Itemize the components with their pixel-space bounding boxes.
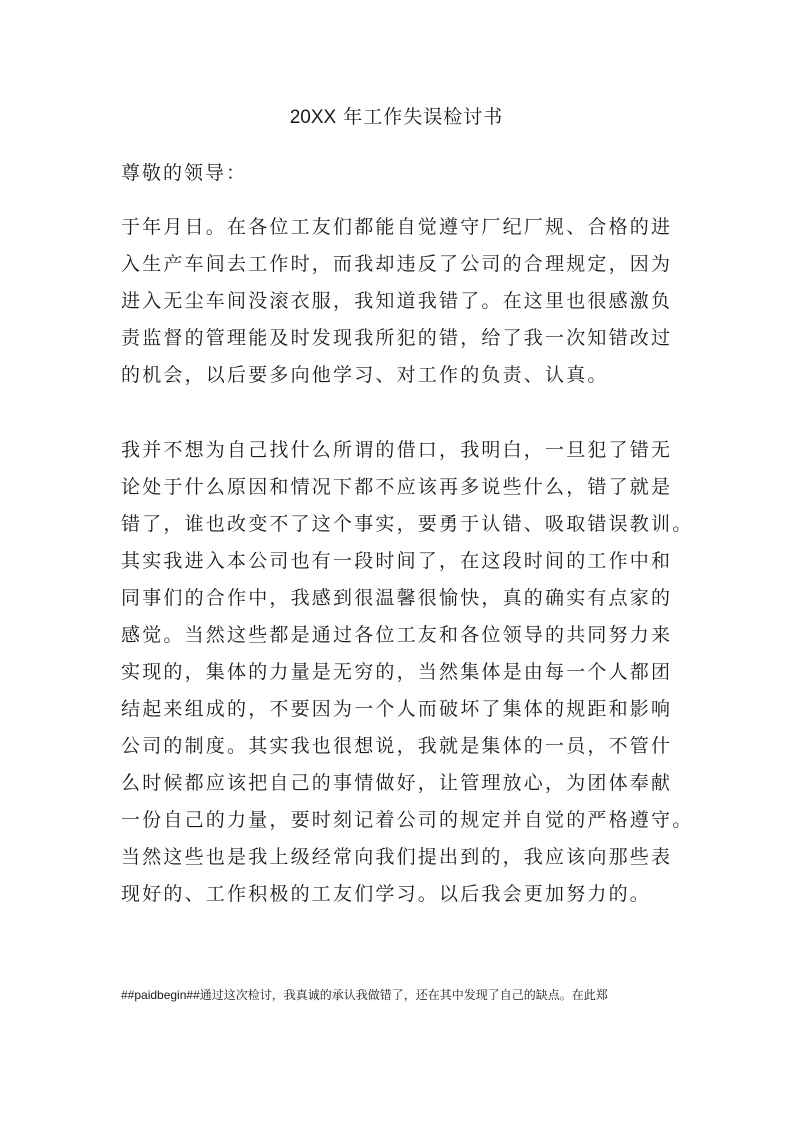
paragraph-line: 现好的、工作积极的工友们学习。以后我会更加努力的。 — [121, 883, 652, 905]
paragraph-2 — [121, 432, 694, 913]
title-number: 20XX — [289, 107, 337, 128]
paragraph-line: 论处于什么原因和情况下都不应该再多说些什么，错了就是 — [121, 476, 673, 498]
paragraph-line: 当然这些也是我上级经常向我们提出到的，我应该向那些表 — [121, 846, 673, 868]
paragraph-line: 同事们的合作中，我感到很温馨很愉快，真的确实有点家的 — [121, 587, 673, 609]
paragraph-line: 感觉。当然这些都是通过各位工友和各位领导的共同努力来 — [121, 624, 673, 646]
paragraph-line: 实现的，集体的力量是无穷的，当然集体是由每一个人都团 — [121, 661, 673, 683]
paid-marker: ##paidbegin## — [121, 988, 200, 1002]
paragraph-line: 错了，谁也改变不了这个事实，要勇于认错、吸取错误教训。 — [121, 513, 694, 535]
paragraph-line: 入生产车间去工作时，而我却违反了公司的合理规定，因为 — [121, 253, 673, 275]
paragraph-line: 责监督的管理能及时发现我所犯的错，给了我一次知错改过 — [121, 327, 673, 349]
paid-preview-text: 通过这次检讨，我真诚的承认我做错了，还在其中发现了自己的缺点。在此郑 — [199, 988, 608, 1002]
paragraph-line: 么时候都应该把自己的事情做好，让管理放心，为团体奉献 — [121, 772, 673, 794]
paragraph-line: 于年月日。在各位工友们都能自觉遵守厂纪厂规、合格的进 — [121, 216, 673, 238]
paragraph-line: 我并不想为自己找什么所谓的借口，我明白，一旦犯了错无 — [121, 439, 673, 461]
document-title — [0, 104, 793, 131]
title-text: 年工作失误检讨书 — [336, 106, 504, 128]
paragraph-1 — [121, 209, 681, 394]
paragraph-line: 一份自己的力量，要时刻记着公司的规定并自觉的严格遵守。 — [121, 809, 694, 831]
paid-preview-line — [121, 986, 608, 1004]
paragraph-line: 的机会，以后要多向他学习、对工作的负责、认真。 — [121, 364, 609, 386]
paragraph-line: 其实我进入本公司也有一段时间了，在这段时间的工作中和 — [121, 550, 673, 572]
paragraph-line: 公司的制度。其实我也很想说，我就是集体的一员，不管什 — [121, 735, 673, 757]
paragraph-line: 结起来组成的，不要因为一个人而破坏了集体的规距和影响 — [121, 698, 673, 720]
salutation: 尊敬的领导： — [121, 162, 248, 184]
paragraph-line: 进入无尘车间没滚衣服，我知道我错了。在这里也很感激负 — [121, 290, 673, 312]
